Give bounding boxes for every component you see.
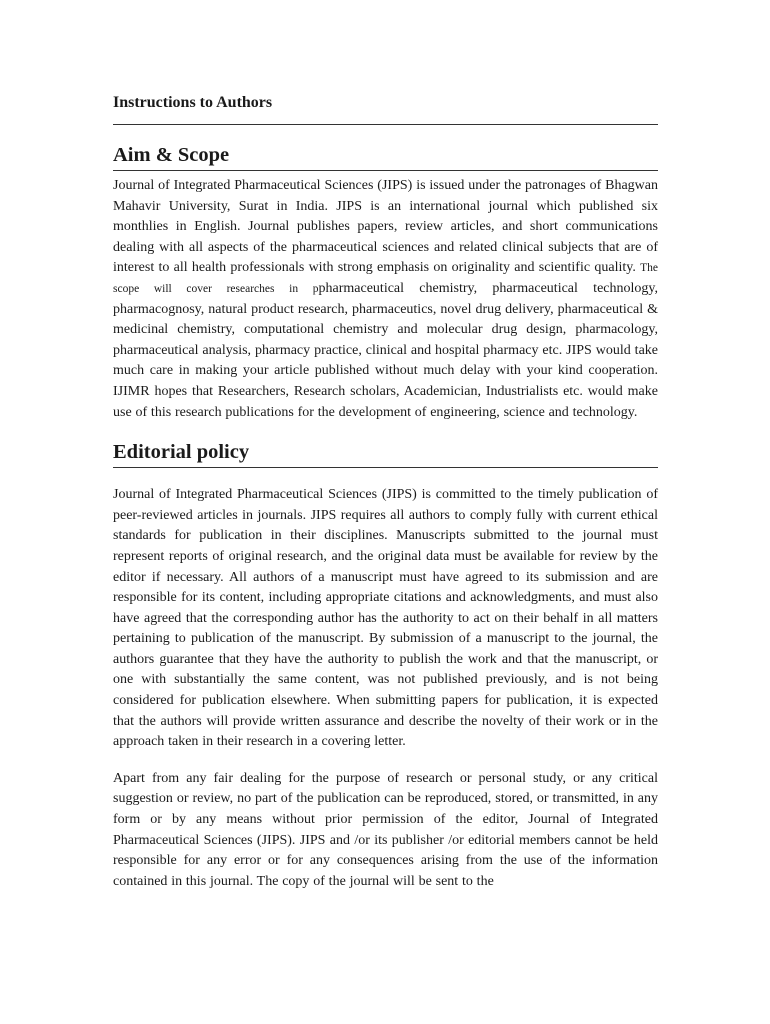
aim-scope-heading: Aim & Scope	[113, 142, 658, 171]
editorial-policy-paragraph-1: Journal of Integrated Pharmaceutical Sciences (JIPS) is committed to the timely publication of peer-reviewed articles in journals. JIPS requires all authors to comply fully with current ethical standards for publication in their disciplines. Manuscripts submitted to the journal must represent reports of original research, and the original data must be available for review by the editor if necessary. All authors of a manuscript must have agreed to its submission and are responsible for its content, including appropriate citations and acknowledgments, and must also have agreed that the corresponding author has the authority to act on their behalf in all matters pertaining to publication of the manuscript. By submission of a manuscript to the journal, the authors guarantee that they have the authority to publish the work and that the manuscript, or one with substantially the same content, was not published previously, and is not being considered for publication elsewhere. When submitting papers for publication, it is expected that the authors will provide written assurance and describe the novelty of their work or in the approach taken in their research in a covering letter.	[113, 487, 658, 750]
aim-scope-text-small: The scope will cover researches in p	[113, 262, 658, 295]
aim-scope-text-part1: Journal of Integrated Pharmaceutical Sciences (JIPS) is issued under the patronages of Bhagwan Mahavir University, Surat in India. JIPS is an international journal which published six monthlies in English. Journal publishes papers, review articles, and short communications dealing with all aspects of the pharmaceutical sciences and related clinical subjects that are of interest to all health professionals with strong emphasis on originality and scientific quality.	[113, 178, 658, 276]
aim-scope-paragraph	[113, 176, 658, 423]
aim-scope-text-part2: pharmaceutical chemistry, pharmaceutical technology, pharmacognosy, natural product research, pharmaceutics, novel drug delivery, pharmaceutical & medicinal chemistry, computational chemistry and molecular drug design, pharmacology, pharmaceutical analysis, pharmacy practice, clinical and hospital pharmacy etc. JIPS would take much care in making your article published without much delay with your kind cooperation. IJIMR hopes that Researchers, Research scholars, Academician, Industrialists etc. would make use of this research publications for the development of engineering, science and technology.	[113, 280, 658, 420]
page-title: Instructions to Authors	[113, 92, 658, 125]
editorial-policy-paragraph-2: Apart from any fair dealing for the purpose of research or personal study, or any critical suggestion or review, no part of the publication can be reproduced, stored, or transmitted, in any form or by any means without prior permission of the editor, Journal of Integrated Pharmaceutical Sciences (JIPS). JIPS and /or its publisher /or editorial members cannot be held responsible for any error or for any consequences arising from the use of the information contained in this journal. The copy of the journal will be sent to the	[113, 770, 658, 889]
document-content	[113, 92, 658, 892]
editorial-policy-heading: Editorial policy	[113, 439, 658, 468]
